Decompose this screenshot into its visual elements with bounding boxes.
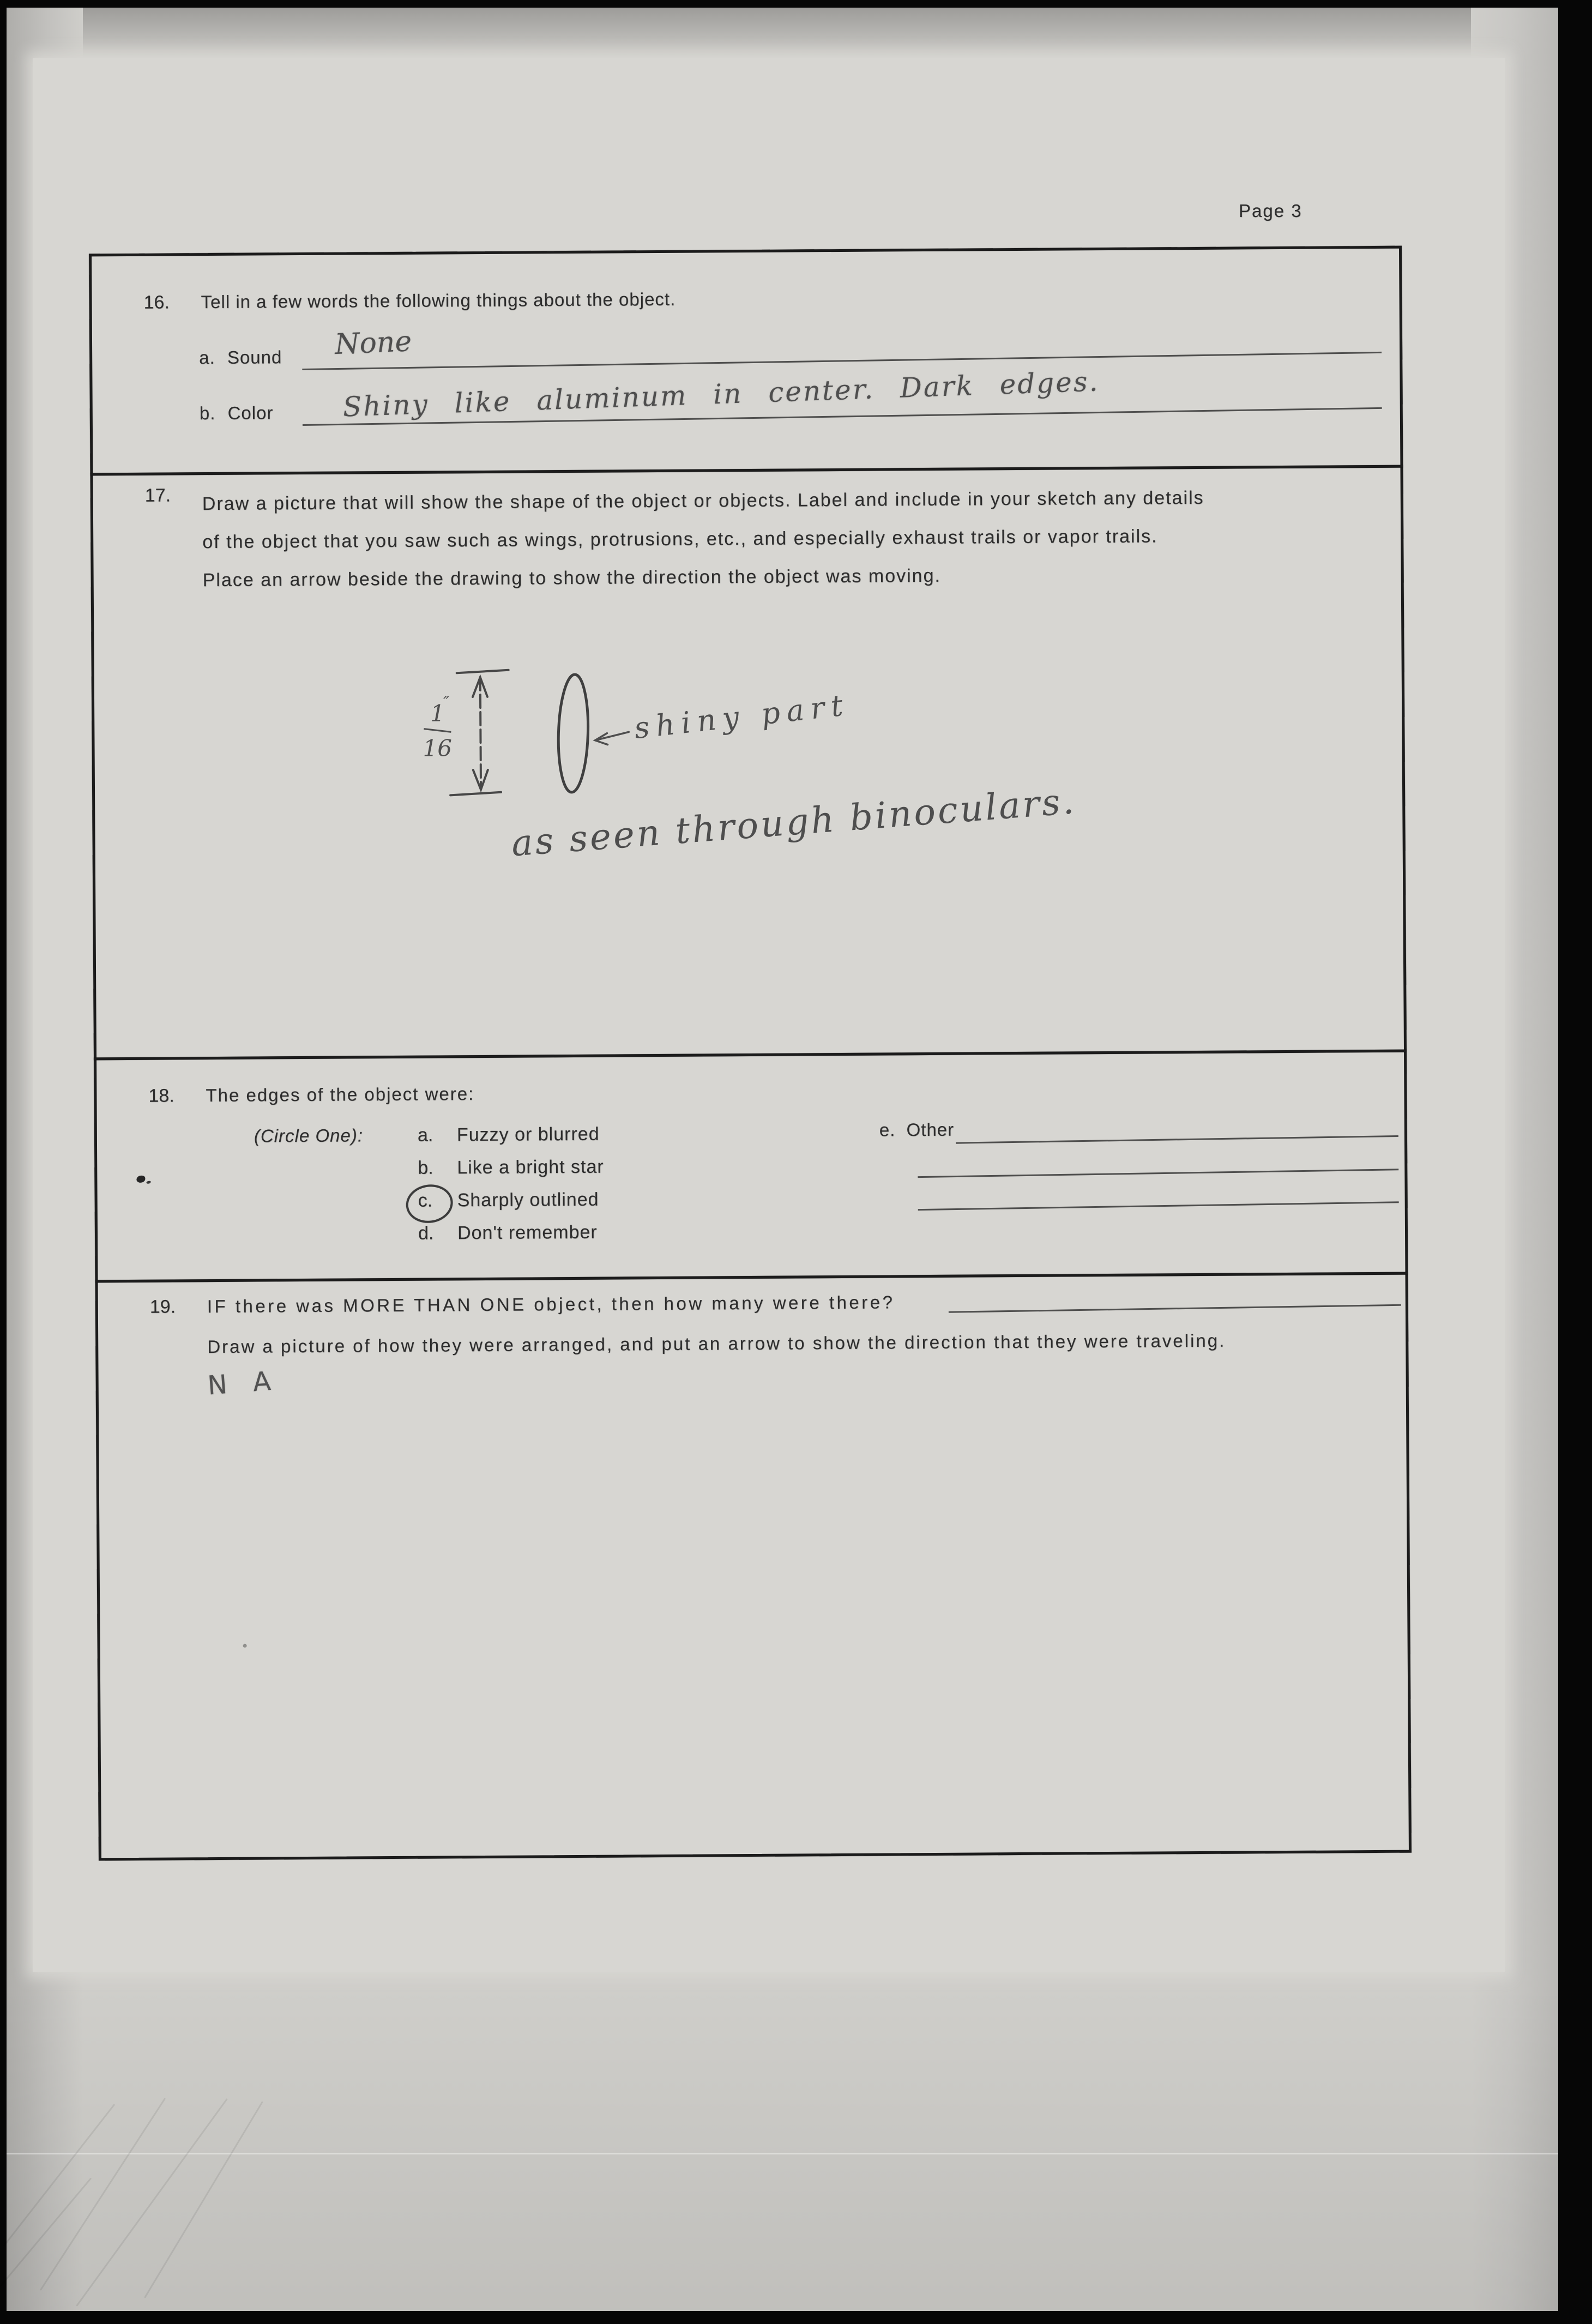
q18-other-label: e. Other xyxy=(879,1119,955,1140)
dimension-bottom-cap xyxy=(450,792,501,796)
q16-prompt: Tell in a few words the following things about the object. xyxy=(201,288,676,312)
q18-option-c-text: Sharply outlined xyxy=(457,1189,599,1211)
q17-prompt-line3: Place an arrow beside the drawing to show the direction the object was moving. xyxy=(202,565,941,591)
q16-sound-label: a. Sound xyxy=(199,347,282,368)
q16-number: 16. xyxy=(143,292,170,313)
q18-option-b-label: b. xyxy=(418,1157,433,1178)
q16-sound-handwritten-answer: None xyxy=(334,325,413,362)
q18-number: 18. xyxy=(148,1085,174,1106)
q17-number: 17. xyxy=(144,485,171,506)
fraction-bar xyxy=(424,728,451,732)
section-divider xyxy=(90,465,1403,476)
q17-prompt-line2: of the object that you saw such as wings, protrusions, etc., and especially exhaust trails or vapor trails. xyxy=(202,526,1158,553)
dimension-denominator: 16 xyxy=(423,734,453,762)
q16-color-handwritten-answer: Shiny like aluminum in center. Dark edges. xyxy=(342,365,1100,423)
q18-other-blank-line-1 xyxy=(955,1113,1398,1144)
dimension-marker xyxy=(450,670,509,796)
q19-prompt-line1: IF there was MORE THAN ONE object, then how many were there? xyxy=(207,1292,895,1317)
questionnaire-box xyxy=(89,246,1412,1861)
dimension-numerator: 1 xyxy=(430,700,445,727)
pointer-arrow-icon xyxy=(595,732,629,744)
section-divider xyxy=(94,1050,1407,1061)
circled-answer-mark xyxy=(403,1182,455,1226)
scan-top-shadow xyxy=(7,8,1558,59)
paper-crease xyxy=(7,2153,1558,2154)
q18-option-a-label: a. xyxy=(417,1124,433,1146)
q18-other-blank-line-2 xyxy=(918,1147,1399,1178)
q17-sketch xyxy=(400,648,1121,904)
q16-color-label: b. Color xyxy=(199,402,274,424)
q18-option-d-label: d. xyxy=(418,1223,434,1244)
q16-sound-blank-line xyxy=(302,326,1382,370)
ink-speck xyxy=(243,1644,247,1648)
object-shape-sketch xyxy=(557,674,589,792)
sketch-caption: as seen through binoculars. xyxy=(510,780,1078,865)
q19-prompt-line2: Draw a picture of how they were arranged, and put an arrow to show the direction that they were traveling. xyxy=(207,1330,1226,1357)
q17-prompt-line1: Draw a picture that will show the shape of the object or objects. Label and include in your sketch any details xyxy=(202,487,1204,515)
q18-option-a-text: Fuzzy or blurred xyxy=(456,1123,600,1146)
q18-circle-one-label: (Circle One): xyxy=(254,1125,364,1146)
shiny-part-label: shiny part xyxy=(632,687,851,746)
dimension-line xyxy=(480,677,481,788)
q19-count-blank-line xyxy=(948,1281,1401,1313)
q19-number: 19. xyxy=(149,1296,176,1317)
q19-handwritten-answer: N A xyxy=(206,1365,281,1401)
q18-option-c-label: c. xyxy=(418,1190,433,1211)
scan-bottom-shade xyxy=(7,1984,1558,2311)
stray-pen-mark xyxy=(136,1176,145,1183)
q18-option-b-text: Like a bright star xyxy=(457,1156,604,1178)
inch-mark: ″ xyxy=(443,693,450,713)
q18-other-blank-line-3 xyxy=(918,1179,1399,1211)
page-number: Page 3 xyxy=(1239,201,1302,221)
q18-prompt: The edges of the object were: xyxy=(206,1083,475,1106)
q18-option-d-text: Don't remember xyxy=(457,1221,598,1244)
dimension-top-cap xyxy=(457,670,509,673)
section-divider xyxy=(95,1272,1408,1283)
dimension-fraction xyxy=(423,693,452,761)
